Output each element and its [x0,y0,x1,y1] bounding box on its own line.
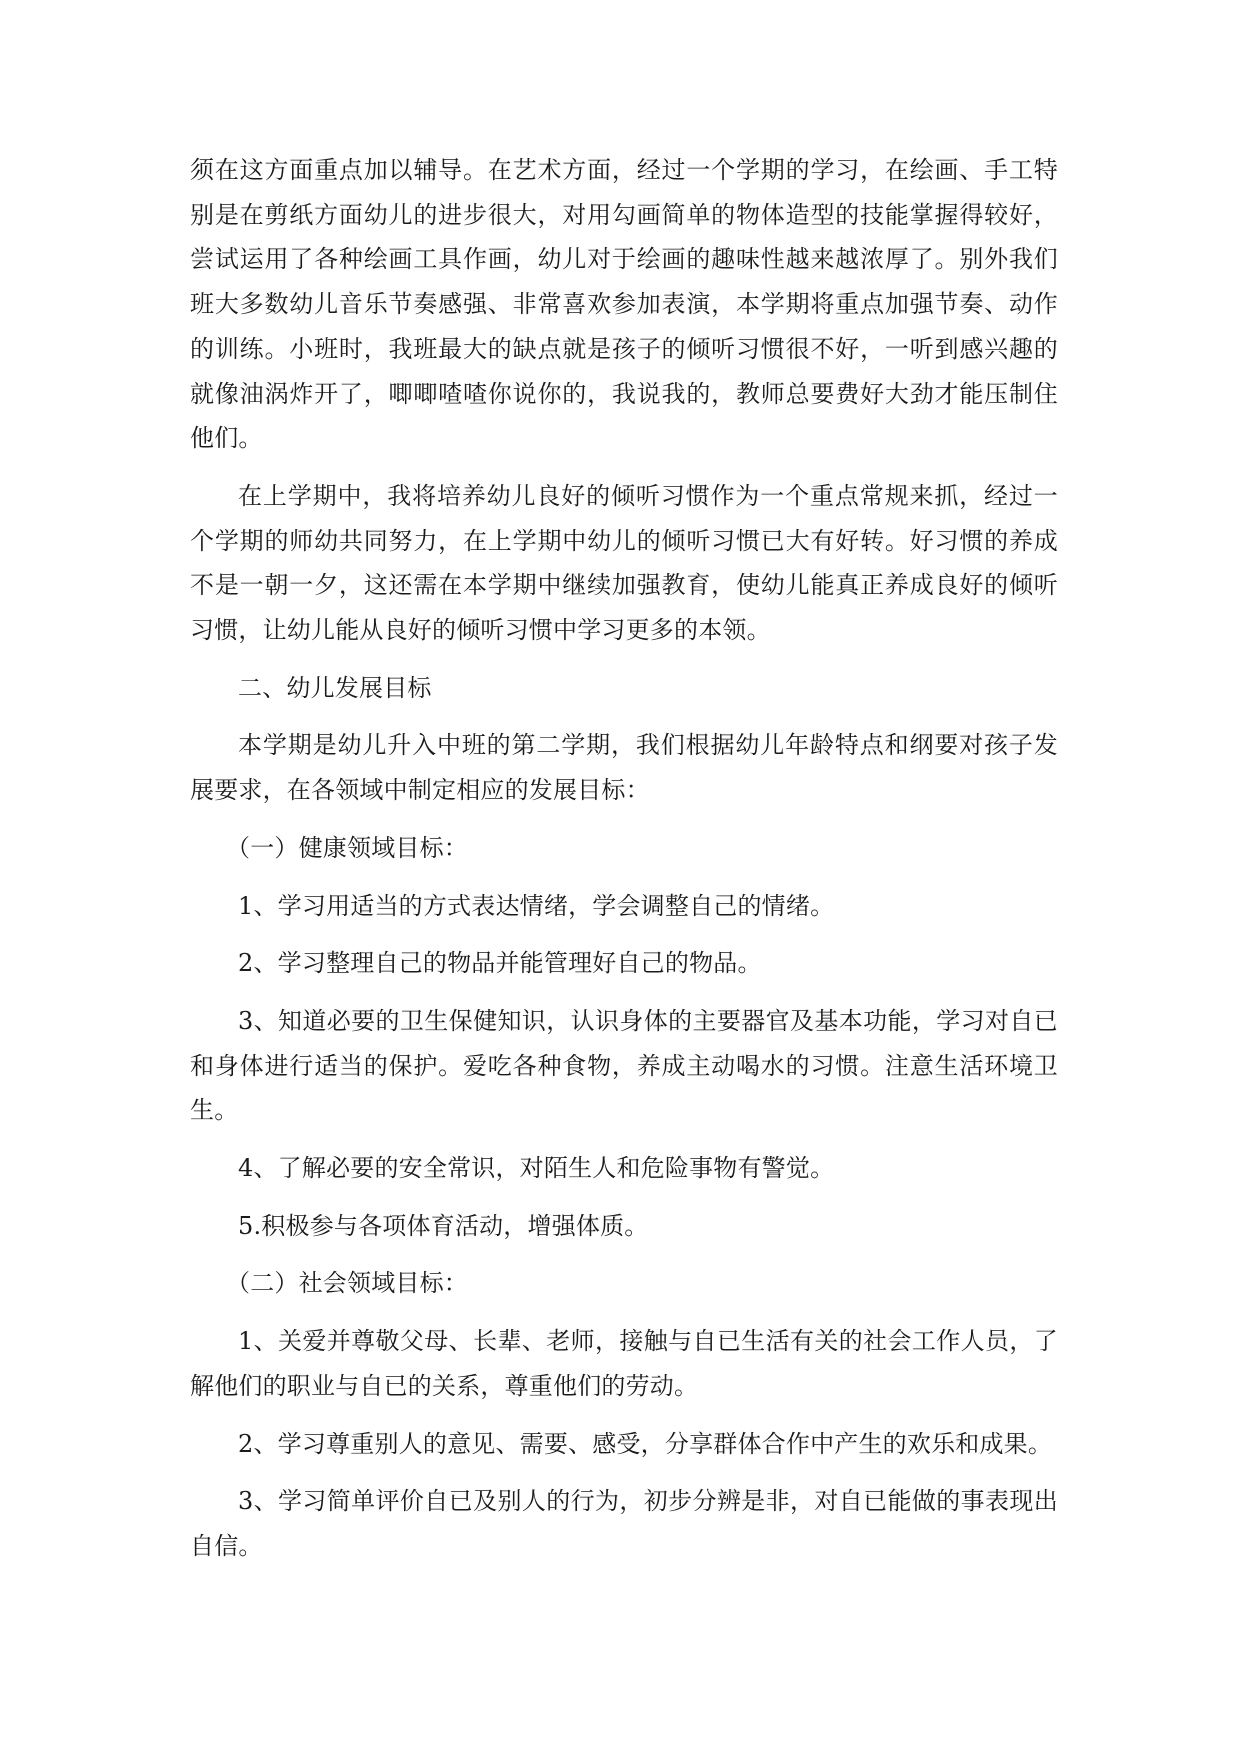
health-goal-item: 5.积极参与各项体育活动，增强体质。 [238,1211,649,1240]
health-goal-item: 4、了解必要的安全常识，对陌生人和危险事物有警觉。 [238,1154,835,1183]
social-goal-item: 2、学习尊重别人的意见、需要、感受，分享群体合作中产生的欢乐和成果。 [238,1429,1053,1458]
social-goal-item: 1、关爱并尊敬父母、长辈、老师，接触与自已生活有关的社会工作人员，了解他们的职业与自已的关系，尊重他们的劳动。 [190,1327,1058,1400]
section-heading-development-goals: 二、幼儿发展目标 [238,673,432,702]
health-goal-item: 2、学习整理自己的物品并能管理好自己的物品。 [238,949,762,978]
paragraph-art-and-listening: 须在这方面重点加以辅导。在艺术方面，经过一个学期的学习，在绘画、手工特别是在剪纸方面幼儿的进步很大，对用勾画简单的物体造型的技能掌握得较好，尝试运用了各种绘画工具作画，幼儿对于绘画的趣味性越来越浓厚了。别外我们班大多数幼儿音乐节奏感强、非常喜欢参加表演，本学期将重点加强节奏、动作的训练。小班时，我班最大的缺点就是孩子的倾听习惯很不好，一听到感兴趣的就像油涡炸开了，唧唧喳喳你说你的，我说我的，教师总要费好大劲才能压制住他们。 [190,156,1058,453]
subheading-social-goals: （二）社会领域目标： [226,1269,468,1298]
subheading-health-goals: （一）健康领域目标： [226,833,468,862]
paragraph-listening-habit: 在上学期中，我将培养幼儿良好的倾听习惯作为一个重点常规来抓，经过一个学期的师幼共同努力，在上学期中幼儿的倾听习惯已大有好转。好习惯的养成不是一朝一夕，这还需在本学期中继续加强教育，使幼儿能真正养成良好的倾听习惯，让幼儿能从良好的倾听习惯中学习更多的本领。 [190,481,1058,645]
health-goal-item: 1、学习用适当的方式表达情绪，学会调整自己的情绪。 [238,891,835,920]
health-goal-item: 3、知道必要的卫生保健知识，认识身体的主要器官及基本功能，学习对自已和身体进行适当的保护。爱吃各种食物，养成主动喝水的习惯。注意生活环境卫生。 [190,1006,1058,1125]
paragraph-goals-intro: 本学期是幼儿升入中班的第二学期，我们根据幼儿年龄特点和纲要对孩子发展要求，在各领域中制定相应的发展目标： [190,731,1058,805]
document-page [190,148,1058,1582]
social-goal-item: 3、学习简单评价自已及别人的行为，初步分辨是非，对自已能做的事表现出自信。 [190,1487,1058,1560]
